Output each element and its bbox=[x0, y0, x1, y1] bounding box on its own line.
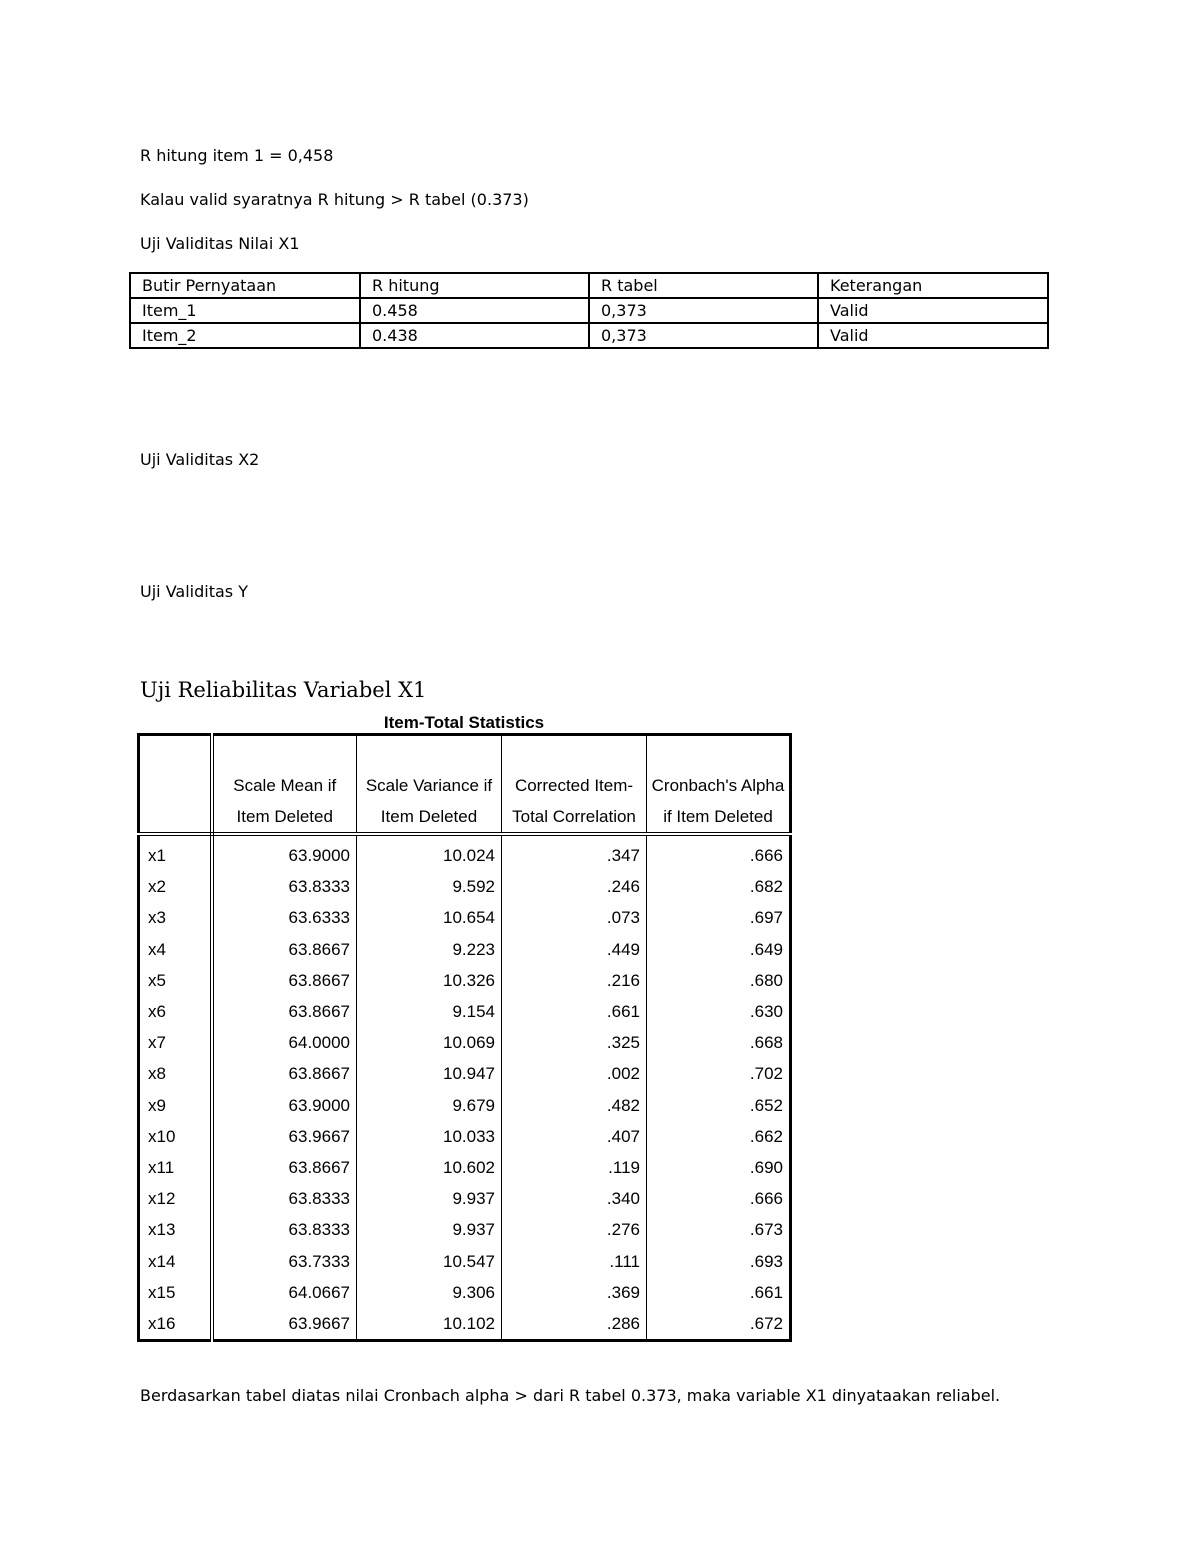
validity-header-row bbox=[130, 273, 1048, 298]
item-total-header-row bbox=[139, 735, 791, 835]
item-label-cell: x12 bbox=[139, 1183, 212, 1214]
validity-cell: 0.458 bbox=[360, 298, 589, 323]
item-label-cell: x13 bbox=[139, 1214, 212, 1245]
item-total-row bbox=[139, 1183, 791, 1214]
item-label-cell: x3 bbox=[139, 902, 212, 933]
item-total-row bbox=[139, 1058, 791, 1089]
item-value-cell: .111 bbox=[502, 1245, 647, 1276]
item-value-cell: 64.0667 bbox=[212, 1277, 357, 1308]
item-value-cell: .449 bbox=[502, 934, 647, 965]
conclusion-text: Berdasarkan tabel diatas nilai Cronbach alpha > dari R tabel 0.373, maka variable X1 dinyataakan reliabel. bbox=[140, 1386, 1001, 1405]
item-value-cell: .369 bbox=[502, 1277, 647, 1308]
item-value-cell: .697 bbox=[647, 902, 791, 933]
header-corrected-correlation: Corrected Item-Total Correlation bbox=[502, 735, 647, 835]
item-label-cell: x16 bbox=[139, 1308, 212, 1341]
item-value-cell: .702 bbox=[647, 1058, 791, 1089]
item-value-cell: 10.102 bbox=[357, 1308, 502, 1341]
item-total-row bbox=[139, 1245, 791, 1276]
item-value-cell: 10.326 bbox=[357, 965, 502, 996]
item-total-table bbox=[137, 733, 792, 1342]
validity-cell: Valid bbox=[818, 298, 1048, 323]
validity-cell: 0,373 bbox=[589, 298, 818, 323]
item-value-cell: .002 bbox=[502, 1058, 647, 1089]
item-total-row bbox=[139, 834, 791, 871]
item-label-cell: x1 bbox=[139, 834, 212, 871]
validity-x1-table bbox=[129, 272, 1049, 349]
item-value-cell: 9.679 bbox=[357, 1090, 502, 1121]
item-value-cell: 10.947 bbox=[357, 1058, 502, 1089]
item-value-cell: .666 bbox=[647, 1183, 791, 1214]
item-value-cell: .246 bbox=[502, 871, 647, 902]
item-value-cell: .661 bbox=[647, 1277, 791, 1308]
header-scale-mean: Scale Mean if Item Deleted bbox=[212, 735, 357, 835]
item-value-cell: 63.7333 bbox=[212, 1245, 357, 1276]
item-value-cell: 63.9000 bbox=[212, 1090, 357, 1121]
item-value-cell: .680 bbox=[647, 965, 791, 996]
item-total-row bbox=[139, 1308, 791, 1341]
item-value-cell: 63.9000 bbox=[212, 834, 357, 871]
item-value-cell: 10.069 bbox=[357, 1027, 502, 1058]
item-value-cell: .630 bbox=[647, 996, 791, 1027]
header-scale-variance: Scale Variance if Item Deleted bbox=[357, 735, 502, 835]
validity-cell: Item_1 bbox=[130, 298, 360, 323]
item-total-row bbox=[139, 1214, 791, 1245]
item-value-cell: 9.306 bbox=[357, 1277, 502, 1308]
item-value-cell: 63.8667 bbox=[212, 1152, 357, 1183]
item-value-cell: 63.8667 bbox=[212, 1058, 357, 1089]
item-label-cell: x5 bbox=[139, 965, 212, 996]
item-label-cell: x11 bbox=[139, 1152, 212, 1183]
item-value-cell: .690 bbox=[647, 1152, 791, 1183]
item-label-cell: x9 bbox=[139, 1090, 212, 1121]
item-label-cell: x6 bbox=[139, 996, 212, 1027]
item-total-row bbox=[139, 965, 791, 996]
item-label-cell: x2 bbox=[139, 871, 212, 902]
item-label-cell: x7 bbox=[139, 1027, 212, 1058]
item-value-cell: 63.9667 bbox=[212, 1121, 357, 1152]
validity-condition-text: Kalau valid syaratnya R hitung > R tabel (0.373) bbox=[140, 190, 529, 209]
item-value-cell: 63.6333 bbox=[212, 902, 357, 933]
item-value-cell: 10.033 bbox=[357, 1121, 502, 1152]
item-total-row bbox=[139, 1277, 791, 1308]
validity-row bbox=[130, 323, 1048, 348]
item-value-cell: 63.8333 bbox=[212, 871, 357, 902]
validity-header-cell: R tabel bbox=[589, 273, 818, 298]
item-value-cell: 10.602 bbox=[357, 1152, 502, 1183]
item-value-cell: 63.8333 bbox=[212, 1214, 357, 1245]
item-total-row bbox=[139, 1121, 791, 1152]
item-value-cell: 9.154 bbox=[357, 996, 502, 1027]
item-value-cell: 9.937 bbox=[357, 1214, 502, 1245]
item-value-cell: .682 bbox=[647, 871, 791, 902]
item-value-cell: 63.8667 bbox=[212, 934, 357, 965]
header-cronbach-alpha: Cronbach's Alpha if Item Deleted bbox=[647, 735, 791, 835]
item-value-cell: .649 bbox=[647, 934, 791, 965]
item-value-cell: .347 bbox=[502, 834, 647, 871]
item-value-cell: .340 bbox=[502, 1183, 647, 1214]
reliability-x1-heading: Uji Reliabilitas Variabel X1 bbox=[140, 678, 427, 702]
item-value-cell: .073 bbox=[502, 902, 647, 933]
item-value-cell: .276 bbox=[502, 1214, 647, 1245]
item-total-row bbox=[139, 1090, 791, 1121]
item-value-cell: 63.8333 bbox=[212, 1183, 357, 1214]
item-value-cell: 10.654 bbox=[357, 902, 502, 933]
validity-cell: 0.438 bbox=[360, 323, 589, 348]
item-total-row bbox=[139, 1152, 791, 1183]
item-value-cell: .482 bbox=[502, 1090, 647, 1121]
item-value-cell: .652 bbox=[647, 1090, 791, 1121]
item-value-cell: .216 bbox=[502, 965, 647, 996]
item-value-cell: 64.0000 bbox=[212, 1027, 357, 1058]
validity-x1-heading: Uji Validitas Nilai X1 bbox=[140, 234, 300, 253]
item-value-cell: 63.8667 bbox=[212, 965, 357, 996]
item-value-cell: 10.024 bbox=[357, 834, 502, 871]
item-value-cell: 9.223 bbox=[357, 934, 502, 965]
item-value-cell: 63.9667 bbox=[212, 1308, 357, 1341]
item-value-cell: .672 bbox=[647, 1308, 791, 1341]
item-value-cell: 9.592 bbox=[357, 871, 502, 902]
item-value-cell: .693 bbox=[647, 1245, 791, 1276]
item-value-cell: .673 bbox=[647, 1214, 791, 1245]
validity-cell: Item_2 bbox=[130, 323, 360, 348]
item-value-cell: 63.8667 bbox=[212, 996, 357, 1027]
r-hitung-item1-text: R hitung item 1 = 0,458 bbox=[140, 146, 334, 165]
item-total-row bbox=[139, 871, 791, 902]
item-value-cell: .668 bbox=[647, 1027, 791, 1058]
item-value-cell: 10.547 bbox=[357, 1245, 502, 1276]
item-value-cell: .661 bbox=[502, 996, 647, 1027]
validity-header-cell: Butir Pernyataan bbox=[130, 273, 360, 298]
validity-y-heading: Uji Validitas Y bbox=[140, 582, 248, 601]
item-value-cell: .666 bbox=[647, 834, 791, 871]
item-value-cell: .286 bbox=[502, 1308, 647, 1341]
item-total-row bbox=[139, 934, 791, 965]
item-label-cell: x15 bbox=[139, 1277, 212, 1308]
item-total-row bbox=[139, 996, 791, 1027]
item-value-cell: .407 bbox=[502, 1121, 647, 1152]
item-total-body bbox=[139, 834, 791, 1341]
validity-cell: Valid bbox=[818, 323, 1048, 348]
item-label-cell: x14 bbox=[139, 1245, 212, 1276]
validity-row bbox=[130, 298, 1048, 323]
item-value-cell: .325 bbox=[502, 1027, 647, 1058]
item-total-row bbox=[139, 1027, 791, 1058]
item-value-cell: .119 bbox=[502, 1152, 647, 1183]
validity-header-cell: R hitung bbox=[360, 273, 589, 298]
item-value-cell: .662 bbox=[647, 1121, 791, 1152]
item-total-corner-cell bbox=[139, 735, 212, 835]
validity-header-cell: Keterangan bbox=[818, 273, 1048, 298]
item-label-cell: x8 bbox=[139, 1058, 212, 1089]
item-value-cell: 9.937 bbox=[357, 1183, 502, 1214]
validity-cell: 0,373 bbox=[589, 323, 818, 348]
validity-x2-heading: Uji Validitas X2 bbox=[140, 450, 260, 469]
item-label-cell: x4 bbox=[139, 934, 212, 965]
item-label-cell: x10 bbox=[139, 1121, 212, 1152]
item-total-title: Item-Total Statistics bbox=[383, 713, 545, 732]
item-total-row bbox=[139, 902, 791, 933]
